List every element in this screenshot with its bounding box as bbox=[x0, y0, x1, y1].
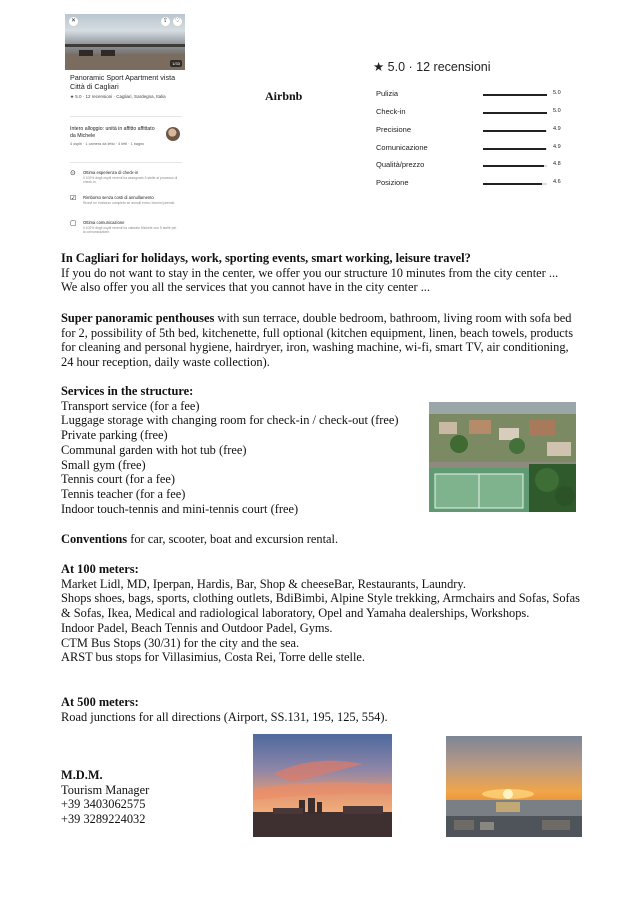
cancel-icon: ☑ bbox=[70, 195, 77, 202]
rating-label: Posizione bbox=[376, 178, 409, 187]
rating-header: ★ 5.0 · 12 recensioni bbox=[373, 60, 491, 74]
close-icon[interactable]: ✕ bbox=[70, 18, 77, 24]
rating-label: Qualità/prezzo bbox=[376, 160, 425, 169]
rating-bar-fill bbox=[483, 130, 546, 132]
aerial-photo bbox=[429, 402, 576, 512]
rating-label: Precisione bbox=[376, 125, 412, 134]
rating-row bbox=[376, 107, 576, 119]
at500-heading: At 500 meters: bbox=[61, 695, 139, 709]
share-icon[interactable]: ⇪ bbox=[162, 18, 169, 24]
contact-role: Tourism Manager bbox=[61, 782, 150, 797]
intro-line: We also offer you all the services that you cannot have in the city center ... bbox=[61, 280, 430, 295]
conventions-text: for car, scooter, boat and excursion rental. bbox=[127, 532, 339, 546]
service-item: Small gym (free) bbox=[61, 457, 146, 472]
rating-value: 5.0 bbox=[553, 108, 561, 114]
airbnb-label: Airbnb bbox=[265, 89, 303, 103]
rating-value: 4.8 bbox=[553, 161, 561, 167]
rating-bar-fill bbox=[483, 94, 547, 96]
intro-line: If you do not want to stay in the center, we offer you our structure 10 minutes from the city center ... bbox=[61, 265, 559, 280]
host-type: Intero alloggio: unità in affitto affittato da Michele bbox=[70, 126, 155, 139]
checkin-icon: ⊙ bbox=[70, 170, 76, 177]
rating-bar bbox=[483, 165, 547, 167]
photo-counter: 1/33 bbox=[172, 61, 180, 66]
rating-bar bbox=[483, 130, 547, 132]
at100-line: Indoor Padel, Beach Tennis and Outdoor Padel, Gyms. bbox=[61, 620, 333, 635]
chat-icon: ▢ bbox=[70, 220, 77, 227]
services-section bbox=[61, 384, 421, 516]
listing-rating: ★ 5.0 · 12 recensioni · Cagliari, Sardegna, Italia bbox=[70, 94, 166, 99]
penthouse-lead: Super panoramic penthouses bbox=[61, 311, 215, 325]
at500-section bbox=[61, 695, 581, 724]
divider bbox=[70, 162, 182, 163]
rating-bar-fill bbox=[483, 165, 544, 167]
at100-line: Market Lidl, MD, Iperpan, Hardis, Bar, Shop & cheeseBar, Restaurants, Laundry. bbox=[61, 576, 466, 591]
intro-section bbox=[61, 251, 581, 295]
service-item: Tennis teacher (for a fee) bbox=[61, 486, 186, 501]
rating-row bbox=[376, 125, 576, 137]
rating-bar bbox=[483, 94, 547, 96]
contact-phone[interactable]: +39 3403062575 bbox=[61, 797, 146, 812]
host-avatar[interactable] bbox=[166, 127, 180, 141]
service-item: Luggage storage with changing room for check-in / check-out (free) bbox=[61, 413, 399, 428]
contact-block bbox=[61, 768, 149, 827]
rating-row bbox=[376, 178, 576, 190]
host-details: 4 ospiti · 1 camera da letto · 4 letti · 1 bagno bbox=[70, 142, 145, 146]
service-item: Transport service (for a fee) bbox=[61, 398, 200, 413]
rating-value: 4.9 bbox=[553, 144, 561, 150]
service-item: Indoor touch-tennis and mini-tennis court (free) bbox=[61, 501, 299, 516]
at500-line: Road junctions for all directions (Airport, SS.131, 195, 125, 554). bbox=[61, 709, 388, 724]
rating-value: 4.9 bbox=[553, 126, 561, 132]
rating-bar-fill bbox=[483, 148, 546, 150]
at100-heading: At 100 meters: bbox=[61, 562, 139, 576]
at100-line: Shops shoes, bags, sports, clothing outlets, BdiBimbi, Alpine Style trekking, Armchairs and Sofas, Sofas & Sofas, Ikea, Medical and radiological laboratory, Opel and Yamaha dealerships, Workshops. bbox=[61, 591, 581, 621]
rating-bar-fill bbox=[483, 112, 547, 114]
rating-value: 4.6 bbox=[553, 179, 561, 185]
service-item: Communal garden with hot tub (free) bbox=[61, 442, 247, 457]
heart-icon[interactable]: ♡ bbox=[174, 18, 181, 24]
rating-bar bbox=[483, 183, 547, 185]
rating-bar bbox=[483, 148, 547, 150]
contact-phone[interactable]: +39 3289224032 bbox=[61, 812, 146, 827]
rating-row bbox=[376, 160, 576, 172]
at100-section bbox=[61, 562, 581, 665]
rating-row bbox=[376, 89, 576, 101]
at100-line: ARST bus stops for Villasimius, Costa Rei, Torre delle stelle. bbox=[61, 650, 366, 665]
at100-line: CTM Bus Stops (30/31) for the city and the sea. bbox=[61, 635, 300, 650]
conventions-section bbox=[61, 532, 581, 547]
rating-bar bbox=[483, 112, 547, 114]
service-item: Private parking (free) bbox=[61, 428, 168, 443]
services-heading: Services in the structure: bbox=[61, 384, 194, 398]
rating-value: 5.0 bbox=[553, 90, 561, 96]
rating-bar-fill bbox=[483, 183, 542, 185]
penthouse-section bbox=[61, 311, 581, 370]
divider bbox=[70, 116, 182, 117]
penthouse-text: with sun terrace, double bedroom, bathroom, living room with sofa bed for 2, possibility of 5th bed, kitchenette, full optional (kitchen equipment, linen, beach towels, products for cleaning and personal hygiene, hairdryer, iron, washing machine, wi-fi, smart TV, air conditioning, 24 hour reception, daily waste collection). bbox=[61, 311, 574, 370]
rating-row bbox=[376, 143, 576, 155]
conventions-lead: Conventions bbox=[61, 532, 128, 546]
contact-name: M.D.M. bbox=[61, 768, 103, 782]
sunset-photo bbox=[253, 734, 392, 837]
listing-photo[interactable] bbox=[65, 14, 185, 70]
listing-card: ✕ ⇪ ♡ 1/33 Panoramic Sport Apartment vista Città di Cagliari ★ 5.0 · 12 recensioni · Cagliari, Sardegna, Italia Intero alloggio: unità in affitto affittato da Michele 4 ospiti · 1 camera da letto · 4 letti · 1 bagno ⊙ Ottima esperienza di check-in Il 100% degli ospiti recenti ha assegnato 5 stelle al processo di check-in. ☑ Rimborso senza costi di annullamento Ricevi un rimborso completo se annulli entro i termini previsti. ▢ Ottima comunicazione Il 100% degli ospiti recenti ha valutato Michele con 5 stelle per la comunicazione. bbox=[62, 12, 186, 236]
sunset-sea-photo bbox=[446, 736, 582, 837]
rating-label: Pulizia bbox=[376, 89, 399, 98]
rating-label: Comunicazione bbox=[376, 143, 428, 152]
intro-heading: In Cagliari for holidays, work, sporting events, smart working, leisure travel? bbox=[61, 251, 471, 265]
rating-label: Check-in bbox=[376, 107, 406, 116]
service-item: Tennis court (for a fee) bbox=[61, 472, 176, 487]
listing-title: Panoramic Sport Apartment vista Città di Cagliari bbox=[70, 73, 176, 91]
